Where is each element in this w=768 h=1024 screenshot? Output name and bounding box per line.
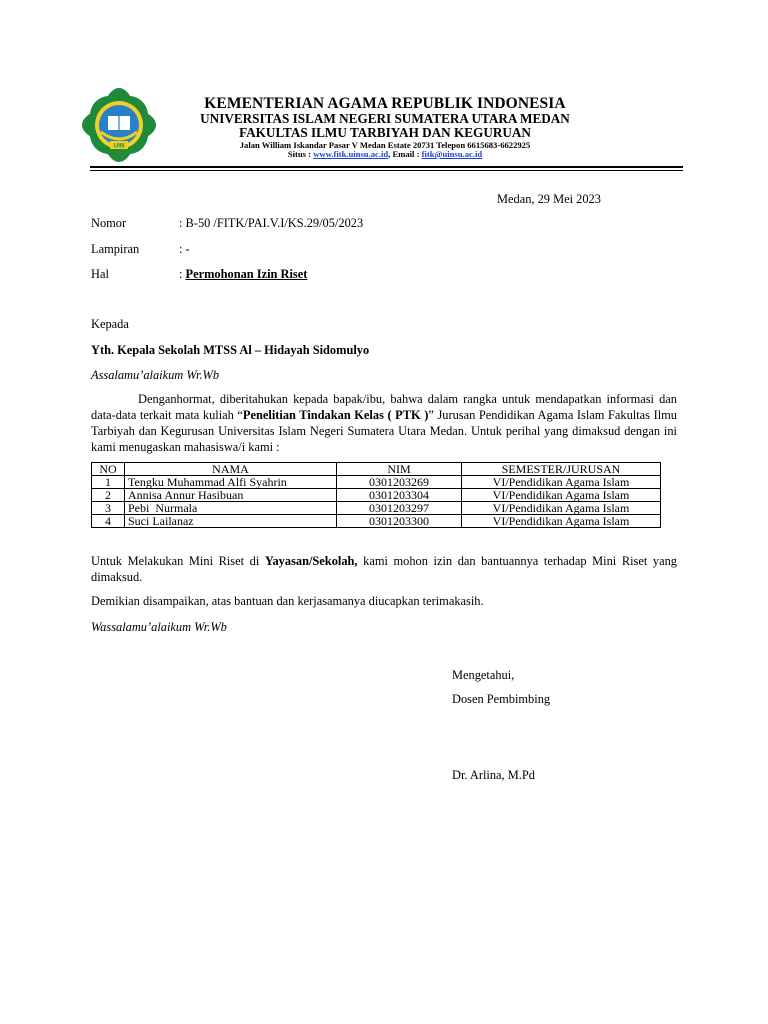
table-row: [92, 489, 661, 502]
cell-nim: 0301203269: [337, 476, 462, 489]
table-row: [92, 502, 661, 515]
students-table: [91, 462, 661, 528]
cell-no: 1: [92, 476, 125, 489]
cell-no: 4: [92, 515, 125, 528]
cell-nim: 0301203304: [337, 489, 462, 502]
recipient-kepada: Kepada: [91, 317, 129, 331]
cell-nama: Suci Lailanaz: [125, 515, 337, 528]
cell-no: 2: [92, 489, 125, 502]
greeting: Assalamu’alaikum Wr.Wb: [91, 368, 220, 382]
email-link[interactable]: fitk@uinsu.ac.id: [421, 149, 483, 159]
signature-role: Dosen Pembimbing: [452, 692, 551, 706]
cell-no: 3: [92, 502, 125, 515]
body-paragraph-3: Demikian disampaikan, atas bantuan dan kerjasamanya diucapkan terimakasih.: [91, 594, 484, 608]
cell-nama: Annisa Annur Hasibuan: [125, 489, 337, 502]
cell-semester: VI/Pendidikan Agama Islam: [462, 476, 661, 489]
meta-label-hal: Hal: [91, 267, 109, 281]
ministry-name: KEMENTERIAN AGAMA REPUBLIK INDONESIA: [204, 95, 566, 112]
letterhead-rule-thin: [90, 170, 683, 171]
header-nama: NAMA: [125, 463, 337, 476]
cell-semester: VI/Pendidikan Agama Islam: [462, 515, 661, 528]
cell-nim: 0301203300: [337, 515, 462, 528]
letter-date: Medan, 29 Mei 2023: [497, 192, 601, 206]
cell-nim: 0301203297: [337, 502, 462, 515]
table-header-row: [92, 463, 661, 476]
body-paragraph-1: Denganhormat, diberitahukan kepada bapak/ibu, bahwa dalam rangka untuk mendapatkan informasi dan data-data terkait mata kuliah “Penelitian Tindakan Kelas ( PTK )” Jurusan Pendidikan Agama Islam Fakultas Ilmu Tarbiyah dan Kegurusan Universitas Islam Negeri Sumatera Utara Medan. Untuk perihal yang dimaksud dengan ini kami menugaskan mahasiswa/i kami :: [91, 392, 677, 454]
cell-nama: Tengku Muhammad Alfi Syahrin: [125, 476, 337, 489]
letterhead: [165, 96, 605, 159]
university-name: UNIVERSITAS ISLAM NEGERI SUMATERA UTARA MEDAN: [200, 111, 570, 127]
website-link[interactable]: www.fitk.uinsu.ac.id: [313, 149, 389, 159]
meta-value-hal: : Permohonan Izin Riset: [179, 267, 308, 281]
meta-value-nomor: : B-50 /FITK/PAI.V.I/KS.29/05/2023: [179, 216, 364, 230]
table-row: [92, 515, 661, 528]
header-no: NO: [92, 463, 125, 476]
table-row: [92, 476, 661, 489]
body-paragraph-2: Untuk Melakukan Mini Riset di Yayasan/Sekolah, kami mohon izin dan bantuannya terhadap Mini Riset yang dimaksud.: [91, 554, 677, 584]
subject-text: Permohonan Izin Riset: [185, 267, 308, 281]
letterhead-rule-thick: [90, 166, 683, 168]
signature-name: Dr. Arlina, M.Pd: [452, 768, 535, 782]
site-label: Situs :: [287, 149, 314, 159]
logo-text: UIN: [113, 142, 125, 150]
cell-semester: VI/Pendidikan Agama Islam: [462, 502, 661, 515]
meta-label-nomor: Nomor: [91, 216, 127, 230]
signature-mengetahui: Mengetahui,: [452, 668, 515, 682]
cell-nama: Pebi Nurmala: [125, 502, 337, 515]
address-line: Jalan William Iskandar Pasar V Medan Estate 20731 Telepon 6615683-6622925: [239, 139, 531, 150]
contact-line: [165, 150, 605, 159]
meta-value-lampiran: : -: [179, 242, 190, 256]
cell-semester: VI/Pendidikan Agama Islam: [462, 489, 661, 502]
header-semester: SEMESTER/JURUSAN: [462, 463, 661, 476]
email-label: , Email :: [388, 149, 422, 159]
header-nim: NIM: [337, 463, 462, 476]
faculty-name: FAKULTAS ILMU TARBIYAH DAN KEGURUAN: [239, 125, 531, 141]
university-logo: [79, 86, 159, 164]
closing-salutation: Wassalamu’alaikum Wr.Wb: [91, 620, 227, 634]
meta-label-lampiran: Lampiran: [91, 242, 140, 256]
recipient-name: Yth. Kepala Sekolah MTSS Al – Hidayah Sidomulyo: [91, 343, 370, 357]
